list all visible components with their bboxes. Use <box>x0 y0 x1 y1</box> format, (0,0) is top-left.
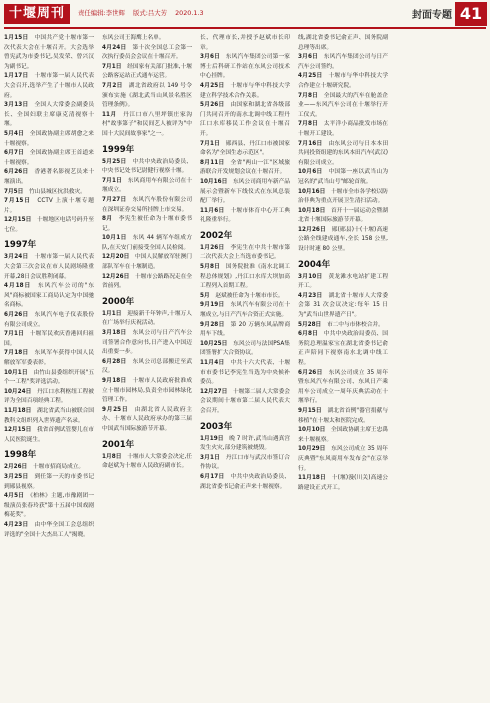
chronology-entry <box>200 101 290 139</box>
chronology-entry <box>200 140 290 159</box>
entry-text: 东风汽车有限公司在十堰成立,与日产汽车合资正式实施。 <box>200 302 290 319</box>
entry-text: 迎接新千年钟声,十堰万人在广场举行庆祝活动。 <box>102 310 192 327</box>
chronology-entry <box>4 463 94 473</box>
entry-text: 经国家有关部门批准,十堰公路客运站正式通车运营。 <box>102 63 192 80</box>
entry-date: 9月25日 <box>102 406 135 413</box>
entry-text: 东风汽车集团公司第一家博士后科研工作站在东风公司技术中心挂牌。 <box>200 54 290 80</box>
entry-text: 中共中央政治局委员、湖北省委书记俞正声来十堰视察。 <box>200 473 290 490</box>
entry-date: 4月23日 <box>4 521 35 528</box>
entry-date: 9月28日 <box>200 321 231 328</box>
entry-text: 东风公司商用车新产品展示会暨新车下线仪式在东风总装配厂举行。 <box>200 178 290 205</box>
entry-text: 东风 44 辆军车组成方队,在天安门前接受全国人民检阅。 <box>102 235 192 251</box>
entry-date: 7月1日 <box>200 140 226 147</box>
chronology-entry <box>4 197 94 216</box>
entry-text: 到任第一天的市委书记到郧县视察。 <box>4 473 94 490</box>
chronology-entry <box>298 292 388 321</box>
entry-text: 东风汽车电子仪表股份有限公司成立。 <box>4 312 94 328</box>
entry-date: 8月 <box>102 216 119 223</box>
chronology-entry <box>4 521 94 540</box>
chronology-entry <box>4 492 94 521</box>
chronology-entry <box>102 253 192 272</box>
year-heading: 2004年 <box>298 259 331 270</box>
entry-date: 6月8日 <box>298 331 324 338</box>
entry-date: 3月10日 <box>298 273 329 280</box>
year-heading: 2002年 <box>200 230 233 241</box>
entry-date: 2月26日 <box>4 464 33 471</box>
entry-date: 1月26日 <box>200 244 231 251</box>
editor-credit: 责任编辑:李世辉 <box>78 9 125 17</box>
edition-meta <box>78 8 210 17</box>
entry-text: 中国第一座以武当山为冠名的"武当山号"邮轮首航。 <box>298 169 388 185</box>
chronology-entry <box>200 388 290 417</box>
entry-text: 中共十六大代表、十堰市市委书记李宪生当选为中央候补委员。 <box>200 360 290 386</box>
page-number: 41 <box>455 2 487 26</box>
entry-text: 李宪生被任命为十堰市委书记。 <box>102 216 192 232</box>
entry-date: 5月28日 <box>298 321 327 328</box>
entry-date: 5月26日 <box>200 102 231 109</box>
entry-text: 郧(郧县)十(十堰)高速公路全线建成通车,全长 158 公里,设计时速 80 公里。 <box>298 226 388 253</box>
chronology-entry <box>102 215 192 234</box>
entry-text: 丹江口水利枢纽工程被评为全国百项经典工程。 <box>4 388 94 405</box>
entry-text: 第 20 万辆东风品牌商用车下线。 <box>200 321 290 338</box>
chronology-entry <box>200 82 290 101</box>
entry-date: 4月25日 <box>298 73 329 80</box>
entry-text: 十(堰)漫(川关)高速公路建设正式开工。 <box>298 475 388 491</box>
chronology-entry <box>102 158 192 177</box>
entry-text: 湖北省首例"器官捐献与移植"在十堰太和医院完成。 <box>298 407 388 424</box>
entry-text: 全国政协副主席王忠禹来十堰视察。 <box>298 427 388 443</box>
entry-text: 线,湖北省委书记俞正声、国务院副总理等出席。 <box>298 35 388 51</box>
chronology-entry <box>298 445 388 474</box>
entry-date: 6月7日 <box>4 150 30 157</box>
chronology-entry <box>298 188 388 207</box>
entry-date: 11月18日 <box>298 475 332 482</box>
year-heading: 2001年 <box>102 439 135 450</box>
entry-text: 郧西县、丹江口市被国家命名为"全国生态示范区"。 <box>200 140 290 157</box>
entry-text: 晚 7 时许,武当山遇真宫发生火灾,部分建筑被烧毁。 <box>200 435 290 452</box>
chronology-entry <box>4 34 94 72</box>
entry-text: 东风汽车集团公司与日产汽车公司签约。 <box>298 54 388 70</box>
section-title: 封面专题 <box>412 10 452 21</box>
entry-text: 全省"两山一江"区域旅游联合开发规划会议在十堰召开。 <box>200 159 290 176</box>
chronology-entry <box>4 188 94 198</box>
entry-text: 全国政协副主席王首道来十堰视察。 <box>4 150 94 166</box>
entry-date: 3月25日 <box>4 473 35 480</box>
entry-date: 11月4日 <box>200 360 231 366</box>
entry-date: 7月1日 <box>4 331 30 338</box>
chronology-entry <box>298 140 388 169</box>
chronology-entry <box>200 178 290 207</box>
chronology-entry <box>200 359 290 388</box>
chronology-entry <box>102 310 192 329</box>
entry-text: 东风汽车公司的"东风"商标被国家工商局认定为中国驰名商标。 <box>4 283 94 309</box>
entry-date: 10月1日 <box>4 369 34 376</box>
entry-date: 3月1日 <box>200 454 226 461</box>
entry-date: 1月17日 <box>4 73 35 80</box>
entry-date: 7月8日 <box>298 121 324 128</box>
chronology-entry <box>298 53 388 72</box>
entry-date: 1月19日 <box>200 435 230 442</box>
year-heading: 1997年 <box>4 240 37 251</box>
entry-date: 4月25日 <box>200 82 231 89</box>
entry-text: 由中华全国工会总组织评选的"全国十大杰出工人"揭晓。 <box>4 521 94 538</box>
entry-date: 3月13日 <box>4 102 35 109</box>
chronology-entry <box>4 369 94 388</box>
chronology-entry <box>200 473 290 492</box>
entry-text: 香港著名影视艺员来十堰演出。 <box>4 169 94 185</box>
chronology-entry <box>4 426 94 445</box>
year-heading: 2003年 <box>200 421 233 432</box>
chronology-entry <box>4 473 94 492</box>
entry-date: 10月25日 <box>200 340 234 347</box>
entry-text: 全国政协副主席胡愈之来十堰视察。 <box>4 130 94 147</box>
entry-text: 由国家和湖北省各级部门共同召开的南水北调中线工程丹江口水库移民工作会议在十堰召开。 <box>200 102 290 137</box>
chronology-entry <box>298 474 388 493</box>
chronology-entry <box>4 330 94 349</box>
entry-date: 6月26日 <box>4 169 35 176</box>
entry-date: 6月17日 <box>200 473 231 480</box>
entry-date: 5月 <box>200 292 216 299</box>
entry-text: 丹江口市与武汉市签订合作协议。 <box>200 454 290 471</box>
entry-date: 8月11日 <box>200 159 231 166</box>
entry-text: 中共中央政治局委员、国务院总理温家宝在湖北省委书记俞正声陪同下视察南水北调中线工程。 <box>298 331 388 366</box>
entry-date: 1月8日 <box>102 453 128 460</box>
chronology-entry <box>102 377 192 406</box>
entry-date: 12月26日 <box>298 226 332 233</box>
entry-date: 12月15日 <box>4 427 37 434</box>
chronology-entry <box>4 130 94 149</box>
masthead: 十堰周刊 <box>4 4 70 24</box>
entry-text: 东风公司与日产汽车公司签署合作意向书,日产进入中国迈出重要一步。 <box>102 330 192 356</box>
entry-date: 3月6日 <box>200 54 226 61</box>
chronology-entry <box>4 149 94 168</box>
chronology-entry <box>4 311 94 330</box>
chronology-entry <box>298 321 388 331</box>
chronology-entry <box>200 159 290 178</box>
entry-date: 7月18日 <box>4 350 35 357</box>
entry-text: 东风商用车有限公司在十堰成立。 <box>102 177 192 194</box>
entry-date: 10月6日 <box>298 169 329 176</box>
entry-date: 5月4日 <box>4 130 30 137</box>
chronology-entry <box>4 388 94 407</box>
entry-date: 11月6日 <box>200 207 231 214</box>
entry-date: 10月16日 <box>200 178 233 185</box>
year-heading: 1998年 <box>4 450 37 461</box>
chronology-entry <box>102 44 192 63</box>
chronology-entry <box>200 263 290 292</box>
header-rule <box>4 27 486 29</box>
chronology-entry <box>298 34 388 53</box>
entry-date: 12月26日 <box>102 273 135 280</box>
entry-date: 7月15日 <box>4 198 38 205</box>
chronology-entry <box>200 454 290 473</box>
entry-date: 9月19日 <box>200 302 231 309</box>
entry-date: 10月24日 <box>4 388 37 395</box>
entry-date: 5月25日 <box>102 158 133 165</box>
entry-date: 5月8日 <box>200 264 226 271</box>
column-3 <box>200 34 290 700</box>
chronology-entry <box>200 292 290 302</box>
chronology-entry <box>200 301 290 320</box>
entry-text: 东风公司与法国PSA集团签署扩大合资协议。 <box>200 340 290 357</box>
entry-text: 东风公司总部搬迁至武汉。 <box>102 358 192 375</box>
entry-text: 十堰市与华中科技大学建立科学技术合作关系。 <box>200 82 290 99</box>
entry-text: CCTV 上演十堰专题片。 <box>4 198 94 214</box>
entry-date: 7月2日 <box>102 82 129 89</box>
chronology-entry <box>102 196 192 215</box>
chronology-entry <box>298 120 388 139</box>
entry-date: 4月18日 <box>4 283 38 290</box>
chronology-entry <box>102 453 192 472</box>
column-2 <box>102 34 192 700</box>
entry-text: 由竹山县委组织开展"五个一工程"奖评选活动。 <box>4 369 94 386</box>
entry-date: 7月5日 <box>4 188 29 195</box>
entry-text: 湖北省十堰市人大常委会第 31 次会议决定:每年 15 日为"武当山世界遗产日"。 <box>298 292 388 319</box>
chronology-entry <box>102 273 192 292</box>
entry-date: 10月1日 <box>102 235 133 242</box>
chronology-entry <box>298 92 388 121</box>
chronology-entry <box>4 407 94 426</box>
entry-date: 7月1日 <box>102 63 128 70</box>
entry-text: 十堰第二届人大常委会会议期间十堰市第二届人民代表大会召开。 <box>200 388 290 414</box>
entry-text: 第十次全国总工会第一次执行委员会会议在十堰召开。 <box>102 44 192 61</box>
entry-text: 东风汽车股份有限公司在深圳证券交易所挂牌上市交易。 <box>102 196 192 213</box>
chronology-entry <box>4 101 94 130</box>
chronology-entry <box>298 330 388 368</box>
entry-text: 十堰市招商局成立。 <box>32 464 85 471</box>
year-heading: 1999年 <box>102 144 135 155</box>
chronology-entry <box>200 53 290 82</box>
entry-date: 6月26日 <box>4 312 35 319</box>
entry-text: 东风公司成立 35 周年暨东风汽车有限公司、东风日产乘用车公司成立一周年庆典活动在十堰举行。 <box>298 369 388 405</box>
chronology-entry <box>200 340 290 359</box>
entry-text: 中共中央政治局委员、中央书记处书记尉健行视察十堰。 <box>102 158 192 175</box>
chronology-entry <box>298 273 388 292</box>
entry-text: 太平洋小商品批发市场在十堰开工建设。 <box>298 121 388 137</box>
entry-date: 12月27日 <box>200 388 233 395</box>
entry-text: 湖北省政府以 149 号令颁布实施《湖北武当山风景名胜区管理条例》。 <box>102 82 192 109</box>
page-header <box>0 0 490 30</box>
chronology-entry <box>102 177 192 196</box>
chronology-entry <box>102 34 192 44</box>
entry-date: 12月20日 <box>102 254 135 261</box>
entry-date: 6月28日 <box>102 358 133 365</box>
entry-date: 11月 <box>102 111 124 118</box>
chronology-entry <box>4 72 94 101</box>
entry-text: 由东风公司与日本本田共同投资组建的东风本田汽车(武汉)有限公司成立。 <box>298 140 388 166</box>
entry-text: 《柏林》主题,市豫剧团一级演员张春玲获"第十五届中国戏剧梅花奖"。 <box>4 493 94 519</box>
entry-date: 1月15日 <box>4 35 35 41</box>
chronology-entry <box>298 168 388 187</box>
entry-date: 4月24日 <box>102 44 133 51</box>
chronology-entry <box>4 349 94 368</box>
chronology-entry <box>102 358 192 377</box>
column-5 <box>396 34 486 700</box>
chronology-entry <box>102 406 192 435</box>
chronology-entry <box>4 282 94 311</box>
chronology-entry <box>102 63 192 82</box>
entry-date: 7月16日 <box>298 140 329 147</box>
entry-text: 十堰地区电话号码升至七位。 <box>4 217 94 233</box>
entry-date: 12月15日 <box>4 217 37 224</box>
chronology-entry <box>102 329 192 358</box>
chronology-entry <box>102 82 192 111</box>
chronology-entry <box>200 207 290 226</box>
entry-date: 7月8日 <box>298 92 324 99</box>
entry-date: 10月29日 <box>298 446 332 453</box>
entry-text: 竹山县城区抗洪救灾。 <box>28 188 86 195</box>
entry-date: 4月5日 <box>4 493 31 500</box>
entry-text: 十堰市人大常委会决定,任命赵斌为十堰市人民政府副市长。 <box>102 453 192 470</box>
chronology-entry <box>200 321 290 340</box>
entry-date: 3月6日 <box>298 54 324 61</box>
entry-date: 11月18日 <box>4 407 37 414</box>
article-body <box>4 34 488 700</box>
entry-text: 东风公司成立 35 周年庆典暨"东风商用车发布会"在京举行。 <box>298 446 388 472</box>
entry-date: 3月18日 <box>102 330 133 337</box>
entry-text: 由湖北省人民政府主办、十堰市人民政府承办的第三届中国武当国际旅游节开幕。 <box>102 406 192 432</box>
entry-date: 7月1日 <box>102 177 128 184</box>
entry-text: 长、代理市长,并授予赵斌市长印章。 <box>200 35 290 51</box>
entry-date: 9月18日 <box>102 378 133 384</box>
issue-date: 2020.1.3 <box>175 9 204 17</box>
entry-text: 黄龙滩水电站扩建工程开工。 <box>298 273 388 290</box>
entry-date: 9月15日 <box>298 407 328 414</box>
entry-text: 十堰市第一届人民代表大会第三次会议在市人民剧场隆重开幕,28日会议胜利闭幕。 <box>4 254 94 280</box>
entry-text: 东风公司王海鹰上名单。 <box>102 35 165 41</box>
entry-date: 10月18日 <box>298 207 331 214</box>
entry-text: 十堰市体育中心开工典礼隆重举行。 <box>200 207 290 224</box>
entry-date: 7月27日 <box>102 196 133 203</box>
chronology-entry <box>298 426 388 445</box>
entry-text: 市二中与市体校合并。 <box>326 321 384 328</box>
entry-text: 东风军车获得中国人民解放军军委表彰。 <box>4 350 94 366</box>
entry-text: 李宪生在中共十堰市第二次代表大会上当选市委书记。 <box>200 244 290 261</box>
entry-text: 赵斌被任命为十堰市市长。 <box>215 292 284 299</box>
chronology-entry <box>4 168 94 187</box>
entry-date: 10月10日 <box>298 427 331 434</box>
chronology-entry <box>102 111 192 140</box>
chronology-entry <box>200 34 290 53</box>
column-1 <box>4 34 94 700</box>
entry-text: 首开十一届运动会暨湖北省十堰国际旅游节开幕。 <box>298 207 388 224</box>
entry-text: 十堰市第一届人民代表大会召开,选举产生了十堰市人民政府。 <box>4 73 94 99</box>
entry-text: 中国共产党十堰市第一次代表大会在十堰召开。大会选举曾宪武为市委书记,吴发荣、曾兴汉为副书记。 <box>4 35 94 70</box>
chronology-entry <box>298 226 388 255</box>
entry-date: 1月1日 <box>102 310 128 317</box>
chronology-entry <box>4 216 94 235</box>
entry-text: 十堰市全市各学校以防治非典为重点开展卫生清扫活动。 <box>298 188 388 205</box>
entry-text: 丹江口市八里坪镇庄家沟村"故事第子"和民间艺人被评为"中国十大民间故事家"之一。 <box>102 111 192 137</box>
entry-date: 4月23日 <box>298 292 329 299</box>
entry-text: 十堰市人民政府批准成立十堰市园林局,负责全市园林绿化管理工作。 <box>102 378 192 404</box>
entry-date: 6月26日 <box>298 369 329 376</box>
chronology-entry <box>4 253 94 282</box>
chronology-entry <box>298 207 388 226</box>
entry-text: 国务院批准《南水北调工程总体规划》,丹江口水库大坝加高工程列入首期工程。 <box>200 264 290 290</box>
entry-text: 十堰市与华中科技大学合作建立十堰研究院。 <box>298 73 388 89</box>
entry-text: 湖北省武当山被联合国教科文组织列入世界遗产名录。 <box>4 407 94 424</box>
entry-text: 全国人大常委会副委员长、全国妇联主席康克清视察十堰。 <box>4 102 94 128</box>
chronology-entry <box>298 72 388 91</box>
column-4 <box>298 34 388 700</box>
chronology-entry <box>298 369 388 407</box>
chronology-entry <box>200 435 290 454</box>
entry-text: 十堰市公路路况走在全省前列。 <box>102 273 192 290</box>
chronology-entry <box>298 407 388 426</box>
chronology-entry <box>102 234 192 253</box>
entry-text: 中国人民解放军驻澳门部队军车在十堰制造。 <box>102 254 192 271</box>
designer-credit: 版式:吕大芳 <box>132 9 168 17</box>
year-heading: 2000年 <box>102 296 135 307</box>
entry-text: 全国最大的汽车在舱盖企业——东风汽车公司在十堰举行开工仪式。 <box>298 92 388 118</box>
entry-date: 10月16日 <box>298 188 331 195</box>
entry-text: 我省首例试管婴儿在市人民医院诞生。 <box>4 427 94 443</box>
entry-date: 3月24日 <box>4 254 35 261</box>
chronology-entry <box>200 244 290 263</box>
entry-text: 十堰军民欢庆香港回归祖国。 <box>4 331 94 347</box>
